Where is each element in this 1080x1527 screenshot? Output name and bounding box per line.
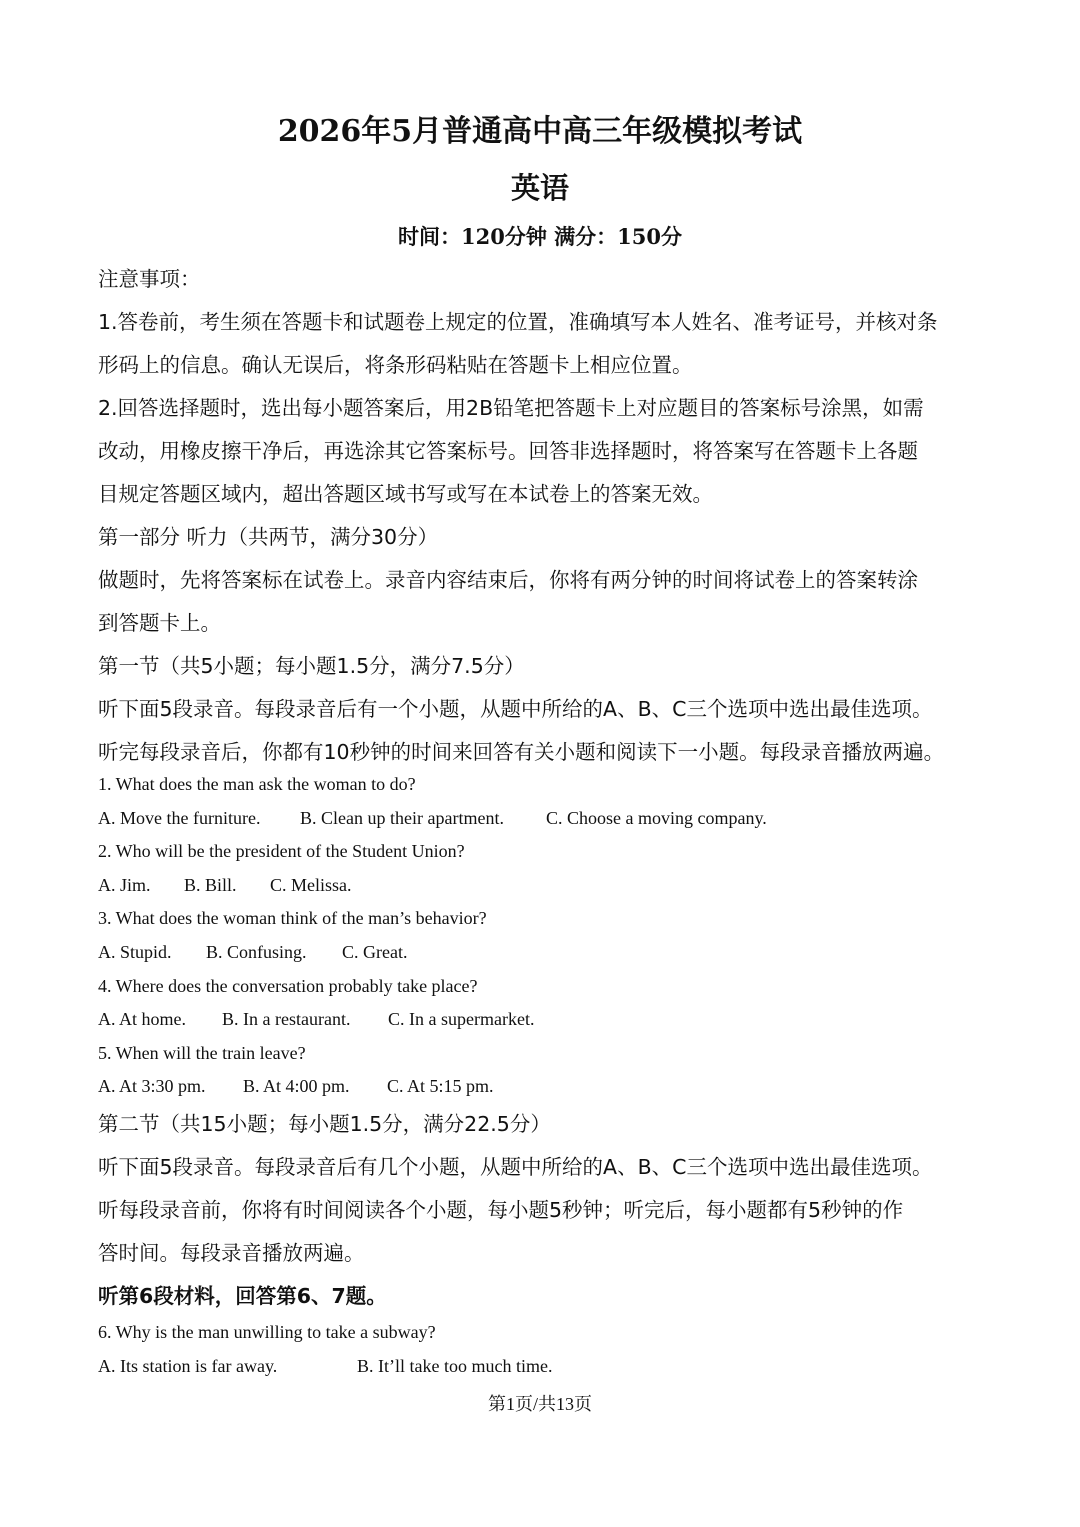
- option-a: A. Jim.: [98, 874, 151, 895]
- notice-heading: 注意事项：: [98, 267, 201, 291]
- option-a: A. Stupid.: [98, 941, 172, 962]
- option-c: C. Melissa.: [270, 874, 352, 895]
- question-5: 5. When will the train leave?: [98, 1042, 306, 1063]
- option-b: B. Clean up their apartment.: [300, 807, 504, 828]
- section2-block: [98, 1103, 988, 1318]
- option-c: C. Choose a moving company.: [546, 807, 767, 828]
- notice-item-1-line-2: 形码上的信息。确认无误后，将条形码粘贴在答题卡上相应位置。: [98, 353, 693, 377]
- option-b: B. It’ll take too much time.: [357, 1355, 553, 1376]
- question-4-options: [98, 1003, 988, 1037]
- option-c: C. In a supermarket.: [388, 1009, 535, 1030]
- section1-instruction-line-1: 听下面5段录音。每段录音后有一个小题，从题中所给的A、B、C三个选项中选出最佳选项。: [98, 697, 933, 721]
- exam-title: 2026年5月普通高中高三年级模拟考试: [277, 114, 803, 149]
- part1-heading: 第一部分 听力（共两节，满分30分）: [98, 525, 439, 549]
- option-a: A. Its station is far away.: [98, 1355, 278, 1376]
- notice-item-2-line-2: 改动，用橡皮擦干净后，再选涂其它答案标号。回答非选择题时，将答案写在答题卡上各题: [98, 439, 918, 463]
- question-1: 1. What does the man ask the woman to do?: [98, 774, 416, 794]
- notice-item-2-line-3: 目规定答题区域内，超出答题区域书写或写在本试卷上的答案无效。: [98, 482, 713, 506]
- section2-heading: 第二节（共15小题；每小题1.5分，满分22.5分）: [98, 1112, 551, 1136]
- section2-instruction-line-2: 听每段录音前，你将有时间阅读各个小题，每小题5秒钟；听完后，每小题都有5秒钟的作: [98, 1198, 904, 1222]
- subject-title: 英语: [510, 171, 569, 205]
- question-3-options: [98, 936, 988, 970]
- notice-item-1-line-1: 1.答卷前，考生须在答题卡和试题卷上规定的位置，准确填写本人姓名、准考证号，并核对条: [98, 310, 938, 334]
- section1-heading: 第一节（共5小题；每小题1.5分，满分7.5分）: [98, 654, 525, 678]
- material-6-heading: 听第6段材料，回答第6、7题。: [98, 1284, 387, 1308]
- question-2-options: [98, 869, 988, 903]
- question-2: 2. Who will be the president of the Student Union?: [98, 841, 465, 862]
- part1-instruction-line-1: 做题时，先将答案标在试卷上。录音内容结束后，你将有两分钟的时间将试卷上的答案转涂: [98, 568, 918, 592]
- option-a: A. At 3:30 pm.: [98, 1076, 206, 1097]
- question-1-options: [98, 802, 988, 836]
- notice-block: [98, 258, 988, 774]
- option-a: A. Move the furniture.: [98, 807, 261, 828]
- question-6-block: [98, 1316, 988, 1383]
- option-c: C. At 5:15 pm.: [387, 1076, 494, 1097]
- section2-instruction-line-1: 听下面5段录音。每段录音后有几个小题，从题中所给的A、B、C三个选项中选出最佳选项。: [98, 1155, 933, 1179]
- section1-questions: [98, 768, 988, 1104]
- question-3: 3. What does the woman think of the man’s behavior?: [98, 908, 487, 929]
- part1-instruction-line-2: 到答题卡上。: [98, 611, 221, 635]
- question-4: 4. Where does the conversation probably take place?: [98, 975, 478, 996]
- option-a: A. At home.: [98, 1009, 186, 1030]
- question-6-options: [98, 1350, 988, 1384]
- page-indicator: 第1页/共13页: [487, 1394, 592, 1414]
- time-info: 时间：120分钟 满分：150分: [398, 224, 682, 249]
- question-5-options: [98, 1070, 988, 1104]
- notice-item-2-line-1: 2.回答选择题时，选出每小题答案后，用2B铅笔把答题卡上对应题目的答案标号涂黑，如需: [98, 396, 924, 420]
- section2-instruction-line-3: 答时间。每段录音播放两遍。: [98, 1241, 365, 1265]
- option-c: C. Great.: [342, 941, 408, 962]
- option-b: B. In a restaurant.: [222, 1009, 351, 1030]
- section1-instruction-line-2: 听完每段录音后，你都有10秒钟的时间来回答有关小题和阅读下一小题。每段录音播放两遍。: [98, 740, 945, 764]
- option-b: B. At 4:00 pm.: [243, 1076, 350, 1097]
- option-b: B. Confusing.: [206, 941, 307, 962]
- question-6: 6. Why is the man unwilling to take a subway?: [98, 1322, 436, 1342]
- option-b: B. Bill.: [184, 874, 237, 895]
